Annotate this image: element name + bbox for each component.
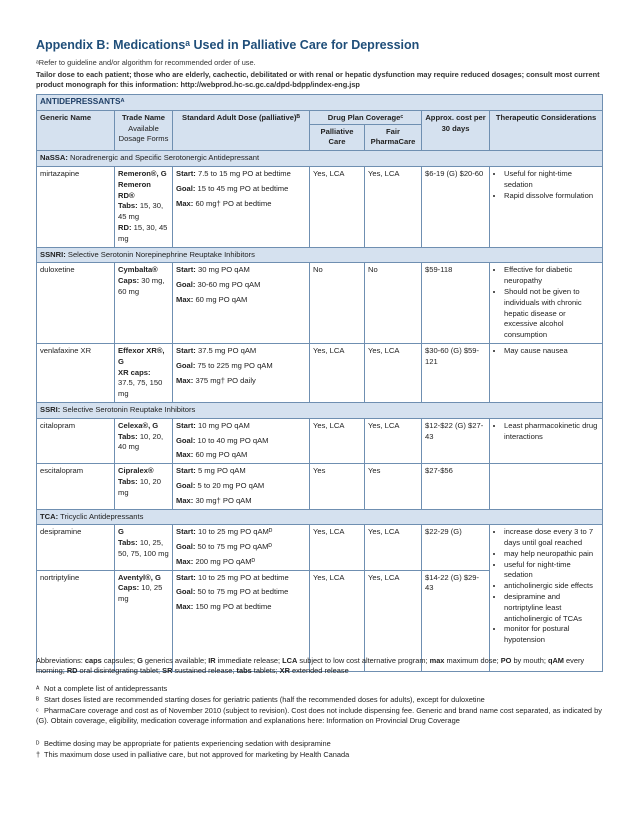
note-item: • Rapid dissolve formulation (504, 191, 599, 202)
goal-dose: 75 to 225 mg PO qAM (197, 360, 273, 370)
dose-cell (173, 525, 310, 570)
max-label: Max: (176, 602, 194, 612)
generic-name: mirtazapine (37, 166, 115, 247)
group-label (37, 247, 603, 263)
abbr-key: LCA (282, 656, 298, 665)
abbr-key: G (137, 656, 143, 665)
trade-brand: Aventyl®, G (118, 572, 161, 582)
note-item: • increase dose every 3 to 7 days until goal reached (504, 527, 599, 549)
goal-dose: 50 to 75 mg PO at bedtime (197, 587, 289, 597)
footnote-mark: ᴰ (36, 739, 40, 748)
goal-label: Goal: (176, 435, 196, 445)
medication-table (36, 94, 603, 672)
start-label: Start: (176, 168, 196, 178)
abbr-key: IR (208, 656, 216, 665)
generic-name: nortriptyline (37, 570, 115, 671)
footnote-mark: ᴬ (36, 684, 40, 693)
trade-brand: G (118, 527, 124, 537)
therapeutic-notes (490, 343, 603, 402)
goal-label: Goal: (176, 280, 196, 290)
dose-cell (173, 418, 310, 463)
group-row-ssri (37, 402, 603, 418)
group-label (37, 151, 603, 167)
max-dose: 150 mg PO at bedtime (195, 602, 272, 612)
abbr-key: max (429, 656, 445, 665)
group-label (37, 509, 603, 525)
palliative-coverage: Yes, LCA (310, 343, 365, 402)
max-label: Max: (176, 495, 194, 505)
form-label: Tabs: (118, 538, 138, 548)
start-dose: 10 to 25 mg PO at bedtime (197, 572, 289, 582)
footnote-text: Not a complete list of antidepressants (44, 684, 168, 693)
generic-name: escitalopram (37, 464, 115, 509)
abbr-value: tablets; (251, 666, 280, 676)
cost: $12-$22 (G) $27-43 (422, 418, 490, 463)
max-dose: 200 mg PO qAMᴰ (195, 556, 255, 566)
generic-name: duloxetine (37, 263, 115, 344)
generic-name: desipramine (37, 525, 115, 570)
header-dose: Standard Adult Dose (palliative)ᴮ (173, 110, 310, 150)
trade-brand: Celexa®, G (118, 420, 159, 430)
footnote (36, 706, 602, 727)
trade-brand-2: Remeron RD® (118, 179, 151, 200)
therapeutic-notes (490, 263, 603, 344)
fair-coverage: Yes, LCA (365, 166, 422, 247)
trade-name (115, 263, 173, 344)
start-dose: 30 mg PO qAM (197, 265, 250, 275)
note-item: • Least pharmacokinetic drug interactions (504, 421, 599, 443)
trade-name (115, 343, 173, 402)
dose-cell (173, 166, 310, 247)
header-trade-sub2: Dosage Forms (118, 134, 169, 144)
note-item: • useful for night-time sedation (504, 560, 599, 582)
goal-label: Goal: (176, 542, 196, 552)
cost: $22-29 (G) (422, 525, 490, 570)
group-name: Selective Serotonin Norepinephrine Reuptake Inhibitors (67, 249, 255, 259)
goal-label: Goal: (176, 360, 196, 370)
fair-coverage: Yes, LCA (365, 525, 422, 570)
footnote-mark: ᶜ (36, 706, 39, 715)
therapeutic-notes (490, 464, 603, 509)
dose-cell (173, 343, 310, 402)
abbr-key: caps (84, 656, 102, 665)
section-title: ANTIDEPRESSANTSᴬ (37, 95, 603, 111)
max-label: Max: (176, 375, 194, 385)
trade-name (115, 525, 173, 570)
start-dose: 5 mg PO qAM (197, 466, 246, 476)
header-coverage: Drug Plan Coverageᶜ (310, 110, 422, 124)
footnote (36, 684, 602, 694)
abbr-value: subject to low cost alternative program; (297, 656, 430, 665)
palliative-coverage: Yes (310, 464, 365, 509)
abbr-key: PO (500, 656, 512, 665)
group-abbr: NaSSA: (40, 153, 68, 163)
fair-coverage: Yes, LCA (365, 570, 422, 671)
footnote-text: Bedtime dosing may be appropriate for patients experiencing sedation with desipramine (44, 739, 331, 748)
trade-brand: Cipralex® (118, 466, 154, 476)
group-row-snri (37, 247, 603, 263)
header-trade (115, 110, 173, 150)
note-item: • may help neuropathic pain (504, 549, 599, 560)
abbr-value: immediate release; (215, 656, 283, 665)
cost: $14-22 (G) $29-43 (422, 570, 490, 671)
fair-coverage: No (365, 263, 422, 344)
start-label: Start: (176, 572, 196, 582)
abbr-value: generics available; (142, 656, 209, 665)
goal-label: Goal: (176, 587, 196, 597)
palliative-coverage: Yes, LCA (310, 418, 365, 463)
header-fair: Fair PharmaCare (365, 124, 422, 151)
note-item: • May cause nausea (504, 346, 599, 357)
cost: $59-118 (422, 263, 490, 344)
form-label: Tabs: (118, 431, 138, 441)
abbr-key: SR (162, 666, 173, 676)
dose-cell (173, 263, 310, 344)
header-generic: Generic Name (37, 110, 115, 150)
group-label (37, 402, 603, 418)
palliative-coverage: No (310, 263, 365, 344)
note-item: • Useful for night-time sedation (504, 169, 599, 191)
group-abbr: SSRI: (40, 404, 61, 414)
max-label: Max: (176, 294, 194, 304)
max-dose: 60 mg PO qAM (195, 294, 248, 304)
group-row-nassa (37, 151, 603, 167)
goal-dose: 50 to 75 mg PO qAMᴰ (197, 542, 272, 552)
footnote (36, 695, 602, 705)
trade-brand: Cymbalta® (118, 265, 158, 275)
cost: $30-60 (G) $59-121 (422, 343, 490, 402)
note-item: • monitor for postural hypotension (504, 624, 599, 646)
abbr-key: tabs (236, 666, 252, 676)
form-label: Tabs: (118, 201, 138, 211)
abbr-value: every morning; (36, 656, 585, 676)
form-label: Tabs: (118, 476, 138, 486)
table-row (37, 525, 603, 570)
footnote-text: PharmaCare coverage and cost as of November 2010 (subject to revision). Cost does not include dispensing fee. Generic and brand name cost separated, as indicated by (G). Obtain coverage, eligibility, medication coverage information and explanations here: Information on Provincial Drug Coverage (36, 706, 602, 726)
goal-label: Goal: (176, 183, 196, 193)
header-palliative: Palliative Care (310, 124, 365, 151)
goal-label: Goal: (176, 480, 196, 490)
form-values: 10, 25 mg (118, 583, 163, 604)
group-name: Selective Serotonin Reuptake Inhibitors (62, 404, 196, 414)
trade-name (115, 464, 173, 509)
trade-brand: Effexor XR®, G (118, 345, 165, 366)
form-values: 37.5, 75, 150 mg (118, 378, 163, 399)
trade-name (115, 418, 173, 463)
start-dose: 37.5 mg PO qAM (197, 345, 257, 355)
start-label: Start: (176, 420, 196, 430)
abbr-value: maximum dose; (444, 656, 501, 665)
fair-coverage: Yes (365, 464, 422, 509)
abbreviations (36, 656, 602, 677)
therapeutic-notes (490, 525, 603, 671)
palliative-coverage: Yes, LCA (310, 166, 365, 247)
form-label: Caps: (118, 583, 140, 593)
footnote (36, 750, 602, 760)
footnote-mark: † (36, 750, 41, 759)
dose-cell (173, 464, 310, 509)
start-dose: 10 mg PO qAM (197, 420, 250, 430)
table-row (37, 464, 603, 509)
note-item: • anticholinergic side effects (504, 581, 599, 592)
fair-coverage: Yes, LCA (365, 343, 422, 402)
order-note: ᵃRefer to guideline and/or algorithm for recommended order of use. (36, 58, 256, 67)
note-item: • desipramine and nortriptyline least anticholinergic of TCAs (504, 592, 599, 624)
abbr-key: XR (279, 666, 290, 676)
table-row (37, 263, 603, 344)
header-cost: Approx. cost per 30 days (422, 110, 490, 150)
therapeutic-notes (490, 418, 603, 463)
abbr-value: oral disintegrating tablet; (77, 666, 163, 676)
footnote (36, 739, 602, 749)
start-dose: 10 to 25 mg PO qAMᴰ (197, 527, 273, 537)
group-abbr: SSNRI: (40, 249, 66, 259)
table-row (37, 343, 603, 402)
form-values: 10, 25, 50, 75, 100 mg (118, 538, 169, 558)
header-therapeutic: Therapeutic Considerations (490, 110, 603, 150)
start-label: Start: (176, 466, 196, 476)
header-row (37, 110, 603, 124)
cost: $27-$56 (422, 464, 490, 509)
group-row-tca (37, 509, 603, 525)
form-values: 30 mg, 60 mg (118, 276, 165, 296)
palliative-coverage: Yes, LCA (310, 570, 365, 671)
header-trade-sub1: Available (128, 123, 159, 133)
goal-dose: 5 to 20 mg PO qAM (197, 480, 265, 490)
group-abbr: TCA: (40, 511, 59, 521)
max-label: Max: (176, 450, 194, 460)
section-row (37, 95, 603, 111)
abbr-value: by mouth; (511, 656, 548, 665)
start-label: Start: (176, 527, 196, 537)
form-values: 15, 30, 45 mg (118, 201, 164, 222)
abbr-key: RD (66, 666, 78, 676)
abbr-value: sustained release; (172, 666, 237, 676)
form-values: 10, 20 mg (118, 476, 161, 497)
header-trade-label: Trade Name (121, 112, 166, 122)
start-label: Start: (176, 265, 196, 275)
max-dose: 60 mg PO qAM (195, 450, 248, 460)
goal-dose: 30-60 mg PO qAM (197, 280, 261, 290)
form-values-2: 15, 30, 45 mg (118, 222, 168, 243)
footnote-text: This maximum dose used in palliative care, but not approved for marketing by Health Canada (44, 750, 350, 759)
group-name: Noradrenergic and Specific Serotonergic Antidepressant (69, 153, 260, 163)
generic-name: citalopram (37, 418, 115, 463)
therapeutic-notes (490, 166, 603, 247)
form-label-2: RD: (118, 222, 132, 232)
max-label: Max: (176, 198, 194, 208)
trade-name (115, 166, 173, 247)
note-item: • Effective for diabetic neuropathy (504, 265, 599, 287)
form-label: XR caps: (118, 367, 151, 377)
note-item: • Should not be given to individuals with chronic hepatic disease or excessive alcohol consumption (504, 287, 599, 341)
goal-dose: 10 to 40 mg PO qAM (197, 435, 269, 445)
abbr-label: Abbreviations: (36, 656, 83, 665)
max-dose: 375 mg† PO daily (195, 375, 256, 385)
palliative-coverage: Yes, LCA (310, 525, 365, 570)
trade-brand: Remeron®, G (118, 168, 167, 178)
cost: $6-19 (G) $20-60 (422, 166, 490, 247)
form-label: Caps: (118, 276, 140, 286)
table-row (37, 166, 603, 247)
page-title: Appendix B: Medicationsᵃ Used in Palliative Care for Depression (36, 38, 420, 52)
abbr-value: extended release (289, 666, 349, 676)
max-label: Max: (176, 556, 194, 566)
max-dose: 30 mg† PO qAM (195, 495, 252, 505)
table-row (37, 418, 603, 463)
form-values: 10, 20, 40 mg (118, 431, 164, 452)
abbr-key: qAM (547, 656, 564, 665)
goal-dose: 15 to 45 mg PO at bedtime (197, 183, 289, 193)
group-name: Tricyclic Antidepressants (60, 511, 144, 521)
start-dose: 7.5 to 15 mg PO at bedtime (197, 168, 291, 178)
tailor-note: Tailor dose to each patient; those who are elderly, cachectic, debilitated or with renal or hepatic dysfunction may require reduced dosages; consult most current product monograph for this information: http://webprod.hc-sc.gc.ca/dpd-bdpp/index-eng.jsp (36, 70, 600, 89)
abbr-value: capsules; (101, 656, 138, 665)
generic-name: venlafaxine XR (37, 343, 115, 402)
max-dose: 60 mg† PO at bedtime (195, 198, 272, 208)
fair-coverage: Yes, LCA (365, 418, 422, 463)
footnote-mark: ᴮ (36, 695, 40, 704)
footnote-text: Start doses listed are recommended starting doses for geriatric patients (half the recommended doses for adults), except for duloxetine (44, 695, 485, 704)
start-label: Start: (176, 345, 196, 355)
